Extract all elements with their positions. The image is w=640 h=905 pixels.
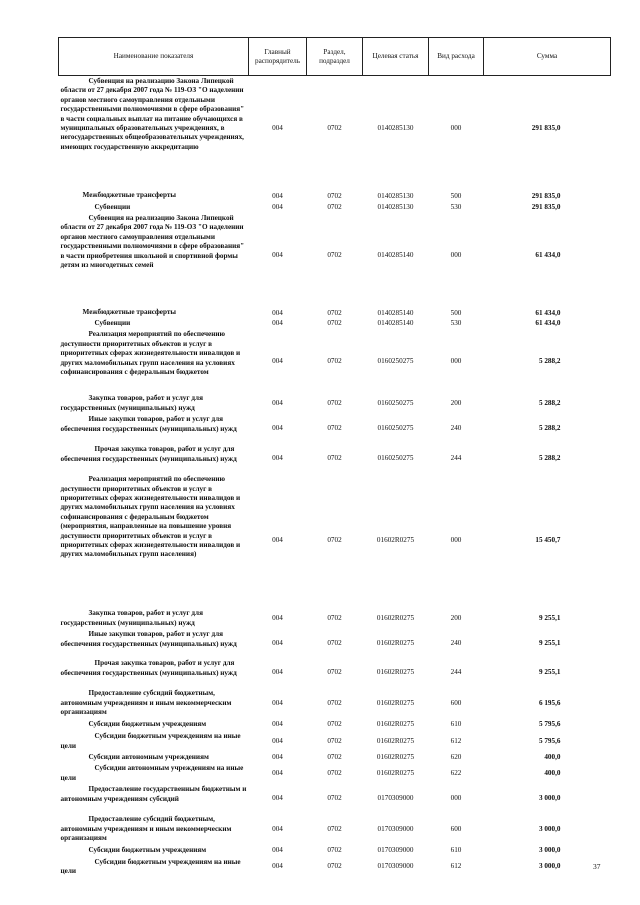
row-expense: 500: [450, 308, 462, 317]
row-name: Субвенции: [94, 202, 131, 211]
row-expense: 610: [450, 846, 462, 855]
table-row: [59, 752, 611, 763]
row-expense: 500: [450, 192, 462, 201]
row-target: 0170309000: [377, 862, 414, 871]
table-row: [59, 629, 611, 658]
row-target: 0160250275: [377, 356, 414, 365]
row-section: 0702: [327, 424, 342, 433]
row-expense: 244: [450, 454, 462, 463]
row-manager: 004: [272, 308, 283, 317]
row-target: 0170309000: [377, 794, 414, 803]
table-row: [59, 731, 611, 752]
row-section: 0702: [327, 794, 342, 803]
table-row: [59, 393, 611, 414]
row-sum: 61 434,0: [535, 318, 561, 327]
row-sum: 291 835,0: [531, 202, 561, 211]
row-expense: 622: [450, 769, 462, 778]
row-sum: 3 000,0: [538, 794, 561, 803]
row-sum: 291 835,0: [531, 124, 561, 133]
row-target: 0140285140: [377, 318, 414, 327]
table-row: [59, 182, 611, 202]
table-row: [59, 608, 611, 629]
row-sum: 5 795,6: [538, 720, 561, 729]
row-section: 0702: [327, 613, 342, 622]
row-sum: 400,0: [544, 752, 561, 761]
row-sum: 6 195,6: [538, 698, 561, 707]
row-expense: 612: [450, 862, 462, 871]
row-target: 0140285140: [377, 308, 414, 317]
row-expense: 240: [450, 424, 462, 433]
row-sum: 400,0: [544, 769, 561, 778]
row-manager: 004: [272, 613, 283, 622]
row-target: 0160250275: [377, 399, 414, 408]
row-manager: 004: [272, 202, 283, 211]
row-name: Реализация мероприятий по обеспечению доступности приоритетных объектов и услуг в приоритетных сферах жизнедеятельности инвалидов и других маломобильных групп населения на условиях софинансирования с федеральным бюджетом (мероприятия, направленные на повышение уровня доступности приоритетных объектов и услуг в приоритетных сферах жизнедеятельности инвалидов и других маломобильных групп населения): [60, 475, 241, 559]
row-expense: 530: [450, 318, 462, 327]
row-manager: 004: [272, 424, 283, 433]
row-sum: 5 288,2: [538, 454, 561, 463]
row-expense: 000: [450, 536, 462, 545]
row-expense: 600: [450, 824, 462, 833]
row-target: 01602R0275: [376, 638, 415, 647]
row-expense: 600: [450, 698, 462, 707]
row-name: Предоставление субсидий бюджетным, автономным учреждениям и иным некоммерческим организациям: [60, 689, 232, 716]
row-name: Закупка товаров, работ и услуг для государственных (муниципальных) нужд: [60, 394, 203, 412]
header-target: Целевая статья: [363, 38, 429, 76]
row-sum: 61 434,0: [535, 308, 561, 317]
row-target: 0140285130: [377, 202, 414, 211]
row-manager: 004: [272, 124, 283, 133]
row-expense: 000: [450, 356, 462, 365]
row-target: 01602R0275: [376, 720, 415, 729]
table-row: [59, 784, 611, 814]
row-sum: 5 795,6: [538, 736, 561, 745]
row-name: Субвенция на реализацию Закона Липецкой области от 27 декабря 2007 года № 119-ОЗ "О наделении органов местного самоуправления отдельными государственными полномочиями в сфере образования" в части приобретения школьной и спортивной формы детям из многодетных семей: [60, 213, 245, 269]
row-target: 01602R0275: [376, 668, 415, 677]
row-manager: 004: [272, 250, 283, 259]
row-target: 0140285140: [377, 250, 414, 259]
row-manager: 004: [272, 399, 283, 408]
row-target: 01602R0275: [376, 613, 415, 622]
page-number: 37: [593, 862, 601, 871]
row-name: Межбюджетные трансферты: [82, 307, 177, 316]
row-section: 0702: [327, 202, 342, 211]
row-expense: 000: [450, 124, 462, 133]
row-manager: 004: [272, 736, 283, 745]
table-row: [59, 719, 611, 731]
row-section: 0702: [327, 318, 342, 327]
row-sum: 5 288,2: [538, 356, 561, 365]
table-row: [59, 688, 611, 719]
row-expense: 200: [450, 399, 462, 408]
row-target: 01602R0275: [376, 769, 415, 778]
row-sum: 5 288,2: [538, 399, 561, 408]
row-expense: 000: [450, 250, 462, 259]
row-manager: 004: [272, 356, 283, 365]
table-row: [59, 329, 611, 393]
row-section: 0702: [327, 736, 342, 745]
row-expense: 200: [450, 613, 462, 622]
row-sum: 9 255,1: [538, 668, 561, 677]
row-name: Субсидии бюджетным учреждениям на иные цели: [60, 732, 241, 750]
row-manager: 004: [272, 824, 283, 833]
table-row: [59, 845, 611, 856]
table-row: [59, 76, 611, 182]
row-section: 0702: [327, 454, 342, 463]
row-name: Иные закупки товаров, работ и услуг для обеспечения государственных (муниципальных) нужд: [60, 415, 237, 433]
row-target: 01602R0275: [376, 698, 415, 707]
header-name: Наименование показателя: [59, 38, 249, 76]
row-target: 01602R0275: [376, 736, 415, 745]
row-section: 0702: [327, 536, 342, 545]
row-section: 0702: [327, 698, 342, 707]
row-section: 0702: [327, 399, 342, 408]
table-row: [59, 857, 611, 878]
row-name: Иные закупки товаров, работ и услуг для обеспечения государственных (муниципальных) нужд: [60, 630, 237, 648]
row-manager: 004: [272, 720, 283, 729]
table-row: [59, 298, 611, 318]
row-section: 0702: [327, 846, 342, 855]
table-header: [59, 38, 611, 76]
row-name: Субсидии бюджетным учреждениям на иные цели: [60, 857, 241, 875]
row-manager: 004: [272, 769, 283, 778]
row-manager: 004: [272, 192, 283, 201]
row-sum: 5 288,2: [538, 424, 561, 433]
row-name: Межбюджетные трансферты: [82, 191, 177, 200]
row-target: 0170309000: [377, 824, 414, 833]
row-section: 0702: [327, 752, 342, 761]
row-expense: 620: [450, 752, 462, 761]
table-row: [59, 318, 611, 329]
row-expense: 244: [450, 668, 462, 677]
row-target: 0160250275: [377, 454, 414, 463]
row-manager: 004: [272, 752, 283, 761]
budget-table: [58, 37, 611, 877]
row-target: 0140285130: [377, 192, 414, 201]
row-name: Субсидии автономным учреждениям на иные цели: [60, 764, 244, 782]
row-section: 0702: [327, 720, 342, 729]
table-row: [59, 814, 611, 845]
row-sum: 3 000,0: [538, 862, 561, 871]
row-manager: 004: [272, 698, 283, 707]
table-row: [59, 658, 611, 688]
row-name: Закупка товаров, работ и услуг для государственных (муниципальных) нужд: [60, 609, 203, 627]
row-target: 0170309000: [377, 846, 414, 855]
row-manager: 004: [272, 638, 283, 647]
row-expense: 000: [450, 794, 462, 803]
row-name: Субсидии бюджетным учреждениям: [88, 720, 207, 729]
row-section: 0702: [327, 308, 342, 317]
table-body: [59, 76, 611, 878]
row-sum: 9 255,1: [538, 613, 561, 622]
row-section: 0702: [327, 356, 342, 365]
row-name: Реализация мероприятий по обеспечению доступности приоритетных объектов и услуг в приоритетных сферах жизнедеятельности инвалидов и других маломобильных групп населения на условиях софинансирования с федеральным бюджетом: [60, 330, 241, 376]
header-expense: Вид расхода: [429, 38, 484, 76]
table-row: [59, 213, 611, 298]
row-manager: 004: [272, 668, 283, 677]
header-section: Раздел, подраздел: [307, 38, 363, 76]
row-section: 0702: [327, 769, 342, 778]
row-sum: 61 434,0: [535, 250, 561, 259]
row-name: Субвенции: [94, 318, 131, 327]
row-sum: 3 000,0: [538, 846, 561, 855]
row-sum: 15 450,7: [535, 536, 561, 545]
row-manager: 004: [272, 318, 283, 327]
table-row: [59, 202, 611, 213]
row-manager: 004: [272, 862, 283, 871]
row-expense: 530: [450, 202, 462, 211]
row-sum: 291 835,0: [531, 192, 561, 201]
row-section: 0702: [327, 668, 342, 677]
row-section: 0702: [327, 192, 342, 201]
row-manager: 004: [272, 846, 283, 855]
row-target: 01602R0275: [376, 536, 415, 545]
row-name: Прочая закупка товаров, работ и услуг для обеспечения государственных (муниципальных) нужд: [60, 445, 237, 463]
table-row: [59, 763, 611, 784]
row-expense: 610: [450, 720, 462, 729]
row-manager: 004: [272, 454, 283, 463]
row-name: Субвенция на реализацию Закона Липецкой области от 27 декабря 2007 года № 119-ОЗ "О наделении органов местного самоуправления отдельными государственными полномочиями в сфере образования" в части социальных выплат на питание обучающихся в муниципальных образовательных учреждениях, в негосударственных общеобразовательных учреждениях, имеющих государственную аккредитацию: [60, 77, 245, 151]
row-manager: 004: [272, 536, 283, 545]
row-target: 01602R0275: [376, 752, 415, 761]
row-sum: 9 255,1: [538, 638, 561, 647]
row-section: 0702: [327, 250, 342, 259]
row-name: Прочая закупка товаров, работ и услуг для обеспечения государственных (муниципальных) нужд: [60, 659, 237, 677]
row-target: 0140285130: [377, 124, 414, 133]
row-sum: 3 000,0: [538, 824, 561, 833]
row-name: Предоставление государственным бюджетным и автономным учреждениям субсидий: [60, 785, 247, 803]
row-expense: 612: [450, 736, 462, 745]
row-target: 0160250275: [377, 424, 414, 433]
row-section: 0702: [327, 124, 342, 133]
row-name: Субсидии бюджетным учреждениям: [88, 846, 207, 855]
table-row: [59, 444, 611, 474]
row-name: Субсидии автономным учреждениям: [88, 752, 209, 761]
row-name: Предоставление субсидий бюджетным, автономным учреждениям и иным некоммерческим организациям: [60, 815, 232, 842]
header-manager: Главный распорядитель: [249, 38, 307, 76]
row-expense: 240: [450, 638, 462, 647]
header-sum: Сумма: [484, 38, 611, 76]
table-row: [59, 414, 611, 444]
row-section: 0702: [327, 862, 342, 871]
row-manager: 004: [272, 794, 283, 803]
table-row: [59, 474, 611, 608]
row-section: 0702: [327, 638, 342, 647]
row-section: 0702: [327, 824, 342, 833]
